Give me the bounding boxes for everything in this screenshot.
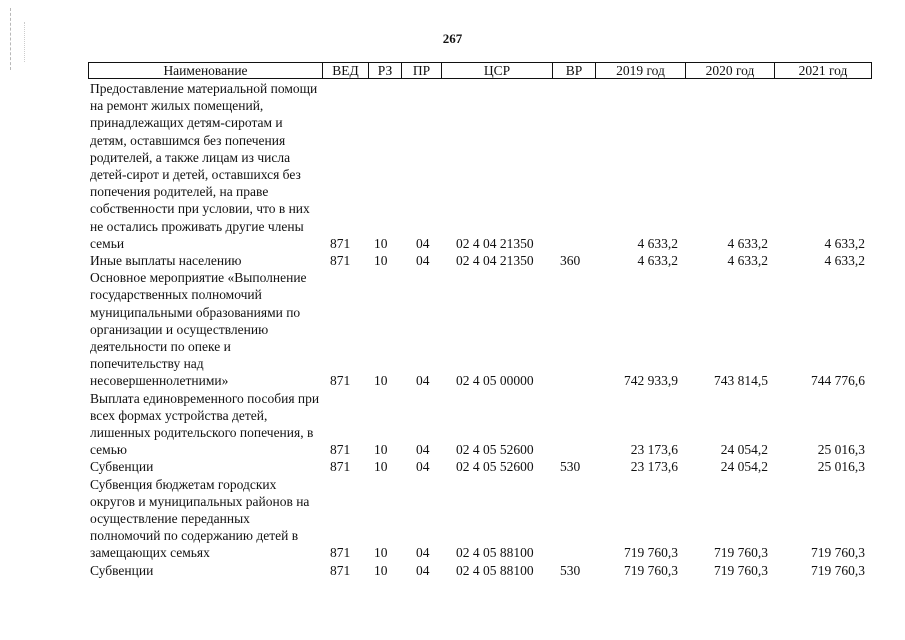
row-2021: 4 633,2 bbox=[824, 235, 865, 251]
row-vr: 360 bbox=[560, 253, 581, 269]
row-2021: 4 633,2 bbox=[824, 253, 865, 269]
row-pr: 04 bbox=[416, 235, 430, 251]
row-pr: 04 bbox=[416, 373, 430, 389]
row-name: Выплата единовременного пособия при всех формах устройства детей, лишенных родительского попечения, в семью bbox=[90, 390, 320, 458]
row-2021: 719 760,3 bbox=[811, 545, 865, 561]
row-rz: 10 bbox=[374, 562, 388, 578]
page-number: 267 bbox=[442, 31, 463, 46]
header-2020: 2020 год bbox=[686, 63, 775, 78]
row-vr: 530 bbox=[560, 459, 581, 475]
row-csr: 02 4 05 52600 bbox=[456, 459, 534, 475]
row-rz: 10 bbox=[374, 545, 388, 561]
row-ved: 871 bbox=[330, 253, 351, 269]
row-rz: 10 bbox=[374, 235, 388, 251]
header-vr: ВР bbox=[553, 63, 596, 78]
row-rz: 10 bbox=[374, 442, 388, 458]
row-2020: 719 760,3 bbox=[714, 562, 768, 578]
row-2021: 25 016,3 bbox=[817, 442, 865, 458]
row-rz: 10 bbox=[374, 373, 388, 389]
row-csr: 02 4 05 52600 bbox=[456, 442, 534, 458]
row-name: Предоставление материальной помощи на ремонт жилых помещений, принадлежащих детям-сиротам и детям, оставшимся без попечения родителей, а также лицам из числа детей-сирот и детей, оставшихся без попечения родителей, на праве собственности при условии, что в них не остались проживать другие члены семьи bbox=[90, 81, 318, 251]
row-2019: 719 760,3 bbox=[624, 562, 678, 578]
row-name: Субвенции bbox=[90, 562, 154, 578]
row-name: Субвенции bbox=[90, 459, 154, 475]
row-pr: 04 bbox=[416, 442, 430, 458]
row-2020: 24 054,2 bbox=[720, 459, 768, 475]
header-pr: ПР bbox=[402, 63, 442, 78]
row-2020: 24 054,2 bbox=[720, 442, 768, 458]
row-rz: 10 bbox=[374, 253, 388, 269]
table-row bbox=[0, 269, 905, 389]
row-2021: 25 016,3 bbox=[817, 459, 865, 475]
table-row bbox=[0, 390, 905, 459]
row-ved: 871 bbox=[330, 459, 351, 475]
row-2019: 23 173,6 bbox=[630, 442, 678, 458]
row-2019: 4 633,2 bbox=[637, 235, 678, 251]
row-pr: 04 bbox=[416, 459, 430, 475]
row-2019: 719 760,3 bbox=[624, 545, 678, 561]
header-rz: РЗ bbox=[369, 63, 402, 78]
row-2019: 23 173,6 bbox=[630, 459, 678, 475]
row-2020: 4 633,2 bbox=[727, 235, 768, 251]
row-pr: 04 bbox=[416, 545, 430, 561]
row-pr: 04 bbox=[416, 562, 430, 578]
row-ved: 871 bbox=[330, 545, 351, 561]
row-2020: 719 760,3 bbox=[714, 545, 768, 561]
header-csr: ЦСР bbox=[442, 63, 553, 78]
row-ved: 871 bbox=[330, 235, 351, 251]
row-2020: 743 814,5 bbox=[714, 373, 768, 389]
header-ved: ВЕД bbox=[323, 63, 369, 78]
row-name: Иные выплаты населению bbox=[90, 253, 242, 269]
table-row bbox=[0, 562, 905, 579]
table-body bbox=[0, 80, 905, 579]
row-csr: 02 4 05 00000 bbox=[456, 373, 534, 389]
table-row bbox=[0, 458, 905, 475]
table-row bbox=[0, 476, 905, 562]
row-vr: 530 bbox=[560, 562, 581, 578]
row-2019: 742 933,9 bbox=[624, 373, 678, 389]
row-csr: 02 4 05 88100 bbox=[456, 545, 534, 561]
row-name: Субвенция бюджетам городских округов и муниципальных районов на осуществление переданных полномочий по содержанию детей в замещающих семьях bbox=[90, 476, 310, 561]
row-csr: 02 4 05 88100 bbox=[456, 562, 534, 578]
table-row bbox=[0, 80, 905, 252]
row-pr: 04 bbox=[416, 253, 430, 269]
header-name: Наименование bbox=[89, 63, 323, 78]
row-2021: 719 760,3 bbox=[811, 562, 865, 578]
row-ved: 871 bbox=[330, 373, 351, 389]
row-2020: 4 633,2 bbox=[727, 253, 768, 269]
row-csr: 02 4 04 21350 bbox=[456, 235, 534, 251]
row-2019: 4 633,2 bbox=[637, 253, 678, 269]
table-header bbox=[88, 62, 872, 79]
row-rz: 10 bbox=[374, 459, 388, 475]
row-2021: 744 776,6 bbox=[811, 373, 865, 389]
row-ved: 871 bbox=[330, 562, 351, 578]
row-ved: 871 bbox=[330, 442, 351, 458]
header-2021: 2021 год bbox=[798, 63, 848, 78]
row-name: Основное мероприятие «Выполнение государственных полномочий муниципальными образованиями по организации и осуществлению деятельности по опеке и попечительству над несовершеннолетними» bbox=[90, 270, 307, 389]
table-row bbox=[0, 252, 905, 269]
header-2019: 2019 год bbox=[596, 63, 686, 78]
row-csr: 02 4 04 21350 bbox=[456, 253, 534, 269]
